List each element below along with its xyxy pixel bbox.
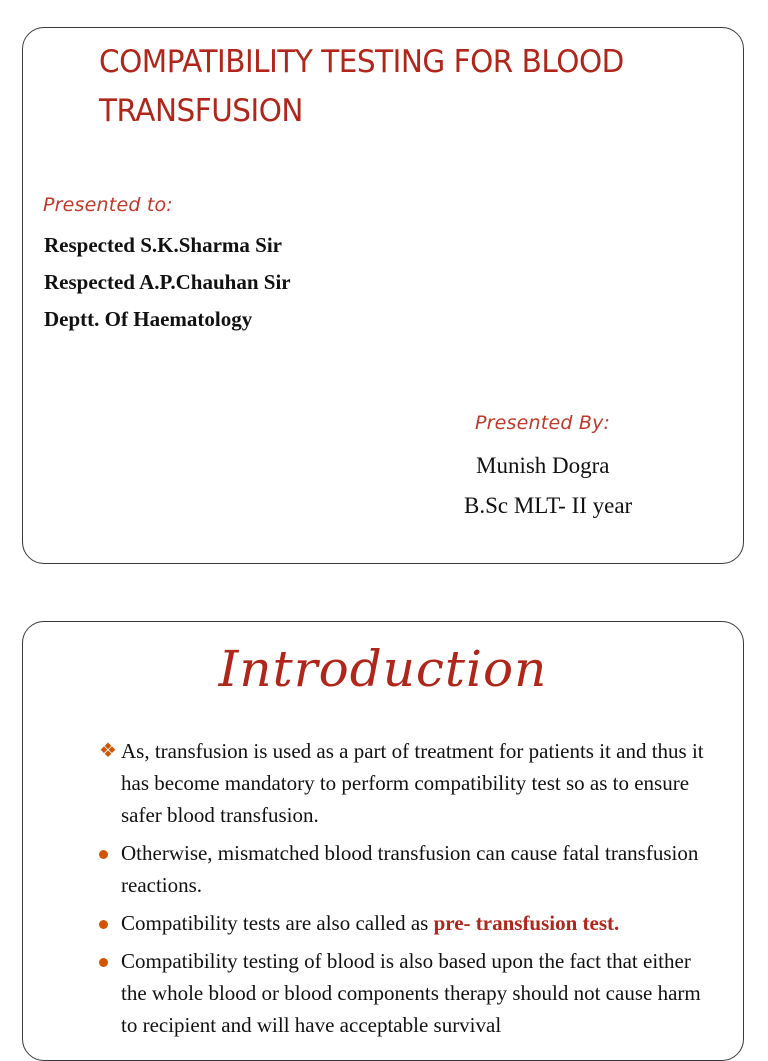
bullet-text: Otherwise, mismatched blood transfusion can cause fatal transfusion reactions. xyxy=(121,841,699,897)
title-slide xyxy=(22,27,744,564)
dot-bullet-icon xyxy=(99,920,108,929)
bullet-text: Compatibility tests are also called as xyxy=(121,911,434,935)
bullet-text: As, transfusion is used as a part of treatment for patients it and thus it has become mandatory to perform compatibility test so as to ensure safer blood transfusion. xyxy=(121,739,704,827)
slide-title: COMPATIBILITY TESTING FOR BLOOD TRANSFUSION xyxy=(99,44,624,129)
recipient-list xyxy=(44,227,291,338)
bullet-text: Compatibility testing of blood is also based upon the fact that either the whole blood or blood components therapy should not cause harm to recipient and will have acceptable survival xyxy=(121,949,701,1037)
dot-bullet-icon xyxy=(99,850,108,859)
bullet-list xyxy=(99,735,719,1047)
bullet-item xyxy=(99,837,719,901)
presenter-block xyxy=(464,446,632,526)
dot-bullet-icon xyxy=(99,958,108,967)
presenter-name: Munish Dogra xyxy=(476,453,610,478)
highlight-term: pre- transfusion test. xyxy=(433,911,620,935)
recipient-item: Respected S.K.Sharma Sir xyxy=(44,233,282,257)
bullet-item xyxy=(99,945,719,1041)
diamond-bullet-icon: ❖ xyxy=(99,740,117,762)
bullet-item xyxy=(99,735,719,831)
intro-heading: Introduction xyxy=(218,640,548,698)
recipient-item: Respected A.P.Chauhan Sir xyxy=(44,270,291,294)
presenter-course: B.Sc MLT- II year xyxy=(464,493,633,518)
bullet-item xyxy=(99,907,719,939)
recipient-item: Deptt. Of Haematology xyxy=(44,307,253,331)
introduction-slide xyxy=(22,621,744,1061)
presented-to-label: Presented to: xyxy=(43,194,173,216)
presented-by-label: Presented By: xyxy=(475,412,611,434)
